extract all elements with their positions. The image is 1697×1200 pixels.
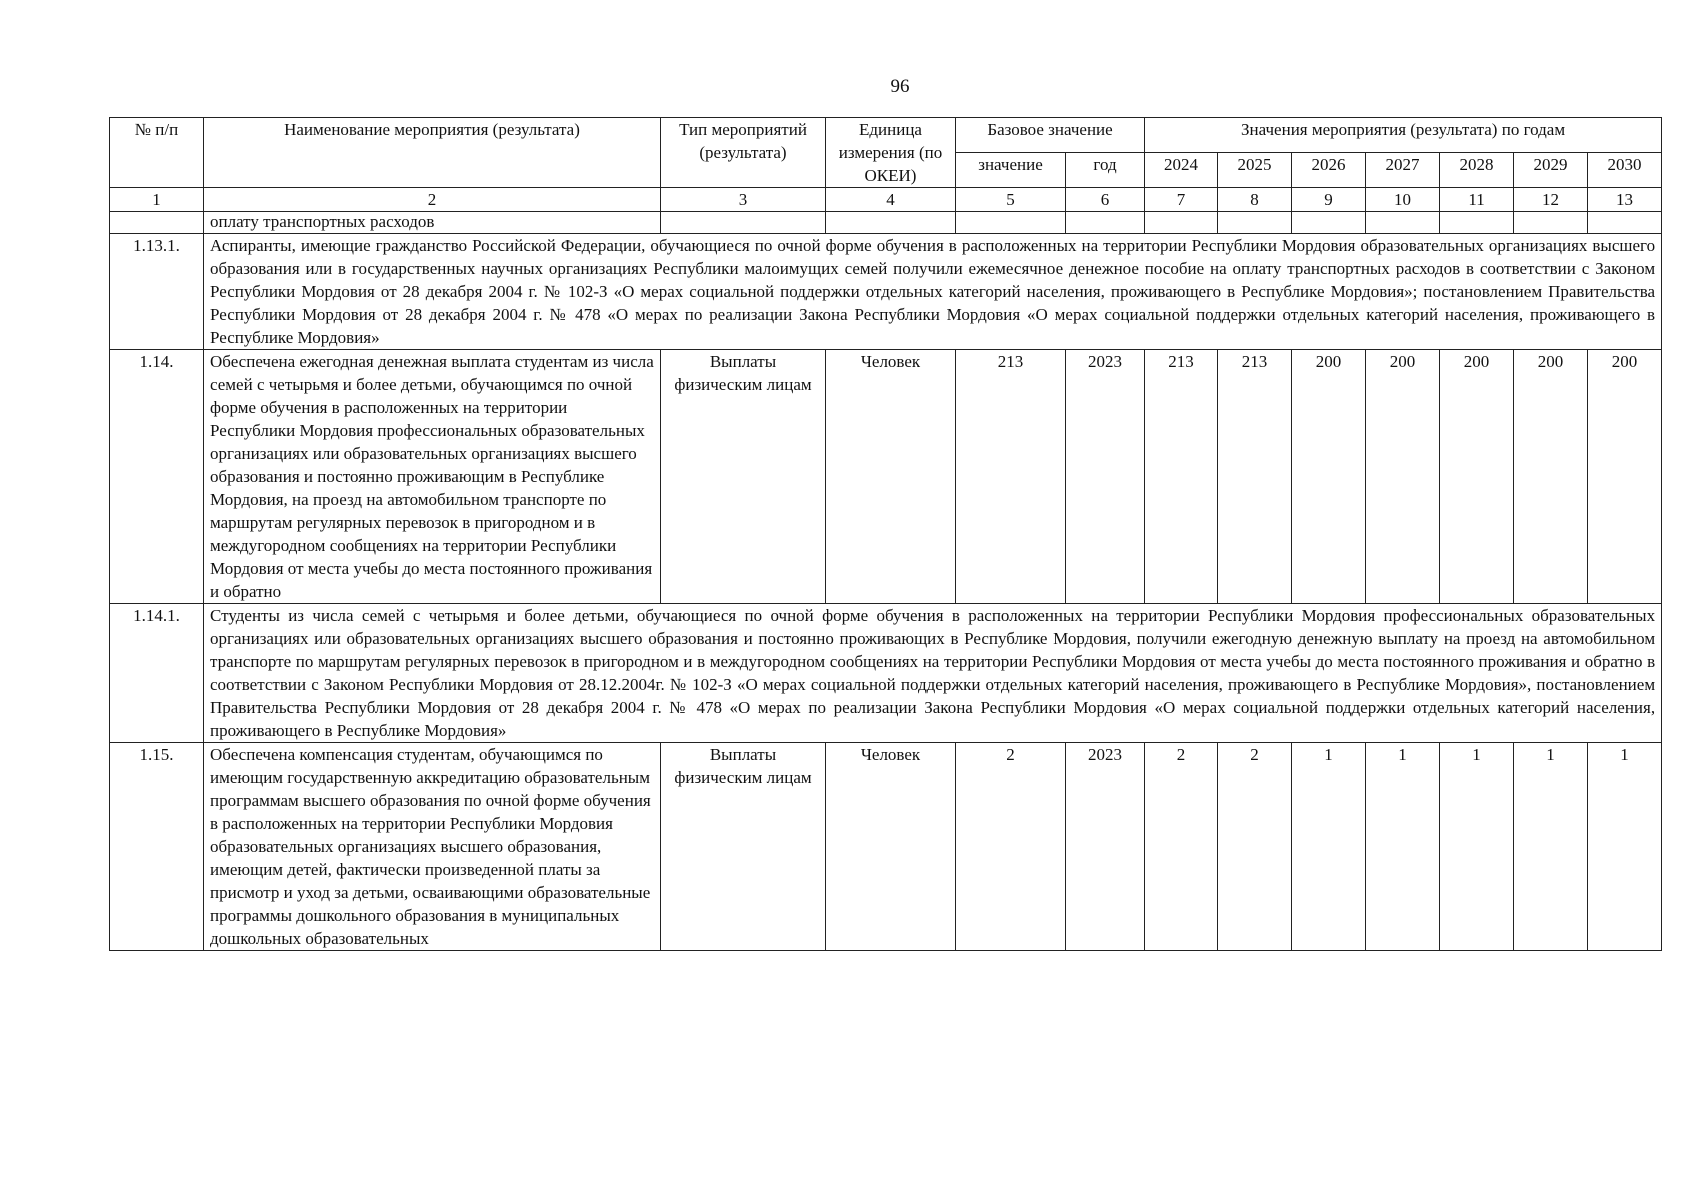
header-base-year: год (1066, 153, 1145, 188)
header-year: 2024 (1145, 153, 1218, 188)
column-number: 10 (1366, 188, 1440, 212)
measure-type: Выплаты физическим лицам (661, 743, 826, 951)
base-year: 2023 (1066, 743, 1145, 951)
empty-cell (1145, 212, 1218, 234)
empty-cell (110, 212, 204, 234)
table-row (110, 604, 1662, 743)
base-value: 2 (956, 743, 1066, 951)
header-num: № п/п (110, 118, 204, 188)
year-value: 213 (1145, 350, 1218, 604)
table-row (110, 350, 1662, 604)
year-value: 1 (1588, 743, 1662, 951)
measure-unit: Человек (826, 743, 956, 951)
empty-cell (1066, 212, 1145, 234)
table-row (110, 743, 1662, 951)
empty-cell (1218, 212, 1292, 234)
empty-cell (826, 212, 956, 234)
column-number: 13 (1588, 188, 1662, 212)
column-number: 8 (1218, 188, 1292, 212)
column-number: 2 (204, 188, 661, 212)
column-number-row (110, 188, 1662, 212)
column-number: 5 (956, 188, 1066, 212)
header-year: 2030 (1588, 153, 1662, 188)
year-value: 1 (1440, 743, 1514, 951)
year-value: 1 (1292, 743, 1366, 951)
empty-cell (956, 212, 1066, 234)
plan-table (109, 117, 1662, 951)
result-description: Студенты из числа семей с четырьмя и более детьми, обучающиеся по очной форме обучения в расположенных на территории Республики Мордовия профессиональных образовательных организациях или образовательных организациях высшего образования и постоянно проживающих в Республике Мордовия, получили ежегодную денежную выплату на проезд на автомобильном транспорте по маршрутам регулярных перевозок в пригородном и в междугородном сообщениях на территории Республики Мордовия от места учебы до места постоянного проживания и обратно в соответствии с Законом Республики Мордовия от 28.12.2004г. № 102-З «О мерах социальной поддержки отдельных категорий населения, проживающего в Республике Мордовия», постановлением Правительства Республики Мордовия от 28 декабря 2004 г. № 478 «О мерах по реализации Закона Республики Мордовия «О мерах социальной поддержки отдельных категорий населения, проживающего в Республике Мордовия» (204, 604, 1662, 743)
page-number: 96 (890, 76, 910, 97)
column-number: 12 (1514, 188, 1588, 212)
column-number: 7 (1145, 188, 1218, 212)
year-value: 200 (1588, 350, 1662, 604)
base-year: 2023 (1066, 350, 1145, 604)
year-value: 2 (1145, 743, 1218, 951)
year-value: 200 (1440, 350, 1514, 604)
header-base: Базовое значение (956, 118, 1145, 153)
column-number: 11 (1440, 188, 1514, 212)
year-value: 1 (1514, 743, 1588, 951)
empty-cell (1514, 212, 1588, 234)
result-description: Аспиранты, имеющие гражданство Российской Федерации, обучающиеся по очной форме обучения в расположенных на территории Республики Мордовия образовательных организациях высшего образования или в государственных научных организациях Республики малоимущих семей получили ежемесячное денежное пособие на оплату транспортных расходов в соответствии с Законом Республики Мордовия от 28 декабря 2004 г. № 102-З «О мерах социальной поддержки отдельных категорий населения, проживающего в Республике Мордовия»; постановлением Правительства Республики Мордовия от 28 декабря 2004 г. № 478 «О мерах по реализации Закона Республики Мордовия «О мерах социальной поддержки отдельных категорий населения, проживающего в Республике Мордовия» (204, 234, 1662, 350)
column-number: 3 (661, 188, 826, 212)
header-year: 2025 (1218, 153, 1292, 188)
header-year: 2029 (1514, 153, 1588, 188)
row-number: 1.14.1. (110, 604, 204, 743)
header-unit: Единица измерения (по ОКЕИ) (826, 118, 956, 188)
empty-cell (1292, 212, 1366, 234)
continuation-text: оплату транспортных расходов (204, 212, 661, 234)
header-year: 2027 (1366, 153, 1440, 188)
year-value: 2 (1218, 743, 1292, 951)
column-number: 1 (110, 188, 204, 212)
row-number: 1.14. (110, 350, 204, 604)
measure-name: Обеспечена ежегодная денежная выплата студентам из числа семей с четырьмя и более детьми, обучающимся по очной форме обучения в расположенных на территории Республики Мордовия профессиональных образовательных организациях или образовательных организациях высшего образования и постоянно проживающим в Республике Мордовия, на проезд на автомобильном транспорте по маршрутам регулярных перевозок в пригородном и в междугородном сообщениях на территории Республики Мордовия от места учебы до места постоянного проживания и обратно (204, 350, 661, 604)
table-row (110, 234, 1662, 350)
empty-cell (1588, 212, 1662, 234)
row-number: 1.15. (110, 743, 204, 951)
header-values-by-year: Значения мероприятия (результата) по годам (1145, 118, 1662, 153)
header-type: Тип мероприятий (результата) (661, 118, 826, 188)
empty-cell (1440, 212, 1514, 234)
year-value: 200 (1514, 350, 1588, 604)
year-value: 1 (1366, 743, 1440, 951)
measure-name: Обеспечена компенсация студентам, обучающимся по имеющим государственную аккредитацию образовательным программам высшего образования по очной форме обучения в расположенных на территории Республики Мордовия образовательных организациях высшего образования, имеющим детей, фактически произведенной платы за присмотр и уход за детьми, осваивающими образовательные программы дошкольного образования в муниципальных дошкольных образовательных (204, 743, 661, 951)
continuation-row (110, 212, 1662, 234)
measure-unit: Человек (826, 350, 956, 604)
column-number: 9 (1292, 188, 1366, 212)
column-number: 6 (1066, 188, 1145, 212)
year-value: 200 (1292, 350, 1366, 604)
measure-type: Выплаты физическим лицам (661, 350, 826, 604)
header-name: Наименование мероприятия (результата) (204, 118, 661, 188)
header-base-value: значение (956, 153, 1066, 188)
header-year: 2028 (1440, 153, 1514, 188)
base-value: 213 (956, 350, 1066, 604)
empty-cell (661, 212, 826, 234)
header-year: 2026 (1292, 153, 1366, 188)
row-number: 1.13.1. (110, 234, 204, 350)
year-value: 213 (1218, 350, 1292, 604)
column-number: 4 (826, 188, 956, 212)
empty-cell (1366, 212, 1440, 234)
year-value: 200 (1366, 350, 1440, 604)
